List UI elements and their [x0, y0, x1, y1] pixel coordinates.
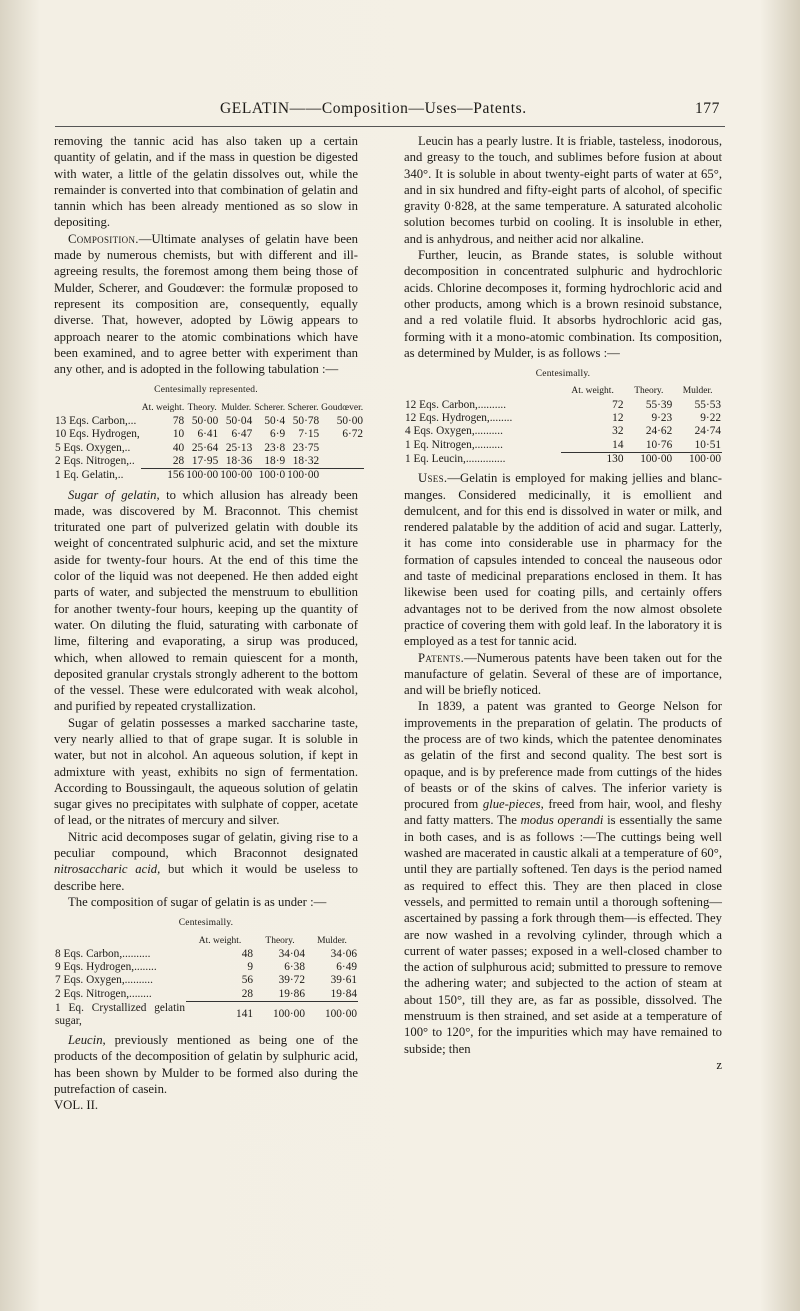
cell: 24·62	[645, 425, 673, 438]
row-label: 1 Eq. Gelatin,..	[55, 468, 124, 481]
table-row	[54, 988, 358, 1002]
paragraph: Leucin has a pearly lustre. It is friable, tasteless, inodorous, and greasy to the touch, and sublimes before fusion at about 340°. It is soluble in about twenty-eight parts of water at 65°, and in six hundred and fifty-eight parts of alcohol, of specific gravity 0·828, at the same temperature. A saturated alcoholic solution becomes turbid on cooling. It is insoluble in ether, and is anhydrous, and neither acid nor alkaline.	[404, 134, 722, 246]
paragraph: Sugar of gelatin possesses a marked saccharine taste, very nearly allied to that of grape sugar. It is soluble in water, but not in alcohol. An aqueous solution, if kept in admixture with yeast, exhibits no sign of fermentation. According to Boussingault, the aqueous solution of gelatin sugar gives no precipitates with sulphate of copper, acetate of lead, or the nitrates of mercury and silver.	[54, 715, 358, 828]
row-label: 7 Eqs. Oxygen,..........	[55, 974, 153, 987]
column-header: Scherer.	[287, 402, 319, 413]
cell: 50·00	[191, 415, 219, 428]
cell: 10·76	[645, 438, 673, 451]
table-caption: Centesimally.	[178, 918, 234, 929]
term: Leucin,	[68, 1033, 106, 1048]
table-row	[404, 425, 722, 438]
cell: 6·41	[197, 428, 219, 441]
cell: 55·53	[694, 398, 721, 411]
cell: 23·75	[292, 441, 320, 454]
column-header: Mulder.	[682, 386, 713, 397]
term: nitrosaccharic acid,	[54, 862, 161, 877]
table-header-row	[404, 385, 722, 398]
row-label: 1 Eq. Nitrogen,..........	[405, 438, 503, 451]
cell: 12	[612, 412, 624, 425]
cell: 18·32	[292, 454, 320, 467]
cell: 25·64	[191, 441, 219, 454]
cell: 50·4	[264, 415, 286, 428]
sugar-of-gelatin-table	[54, 935, 358, 1029]
term: modus operandi	[520, 813, 604, 828]
cell: 9·22	[700, 412, 721, 425]
cell: 50·04	[225, 415, 253, 428]
table-row	[54, 948, 358, 961]
term: glue-pieces,	[482, 797, 544, 812]
cell: 50·78	[292, 415, 320, 428]
table-total-row	[404, 452, 722, 466]
table-row	[54, 974, 358, 987]
column-header: Scherer.	[254, 402, 286, 413]
table-row	[54, 455, 364, 469]
cell: 50·00	[336, 415, 364, 428]
row-label: 5 Eqs. Oxygen,..	[55, 441, 131, 454]
table-caption: Centesimally.	[535, 369, 591, 380]
row-label: 13 Eqs. Carbon,...	[55, 415, 137, 428]
cell: 24·74	[694, 425, 721, 438]
row-label: 2 Eqs. Nitrogen,..	[55, 455, 135, 468]
right-column	[404, 133, 722, 1073]
section-head: Patents.	[418, 650, 465, 665]
cell: 6·49	[336, 961, 357, 974]
column-header: Goudœver.	[321, 402, 364, 413]
paragraph-text: Nitric acid decomposes sugar of gelatin, giving rise to a peculiar compound, which Braconnot designated	[54, 829, 358, 861]
cell	[320, 469, 364, 483]
cell: 9·23	[651, 412, 673, 425]
cell: 100·00	[287, 469, 320, 482]
paragraph-text: —Gelatin is employed for making jellies and blanc-manges. Considered medicinally, it is emollient and demulcent, and for this end is dissolved in water or milk, and rendered palatable by the addition of acid and sugar. Latterly, it has come into considerable use in pharmacy for the formation of capsules intended to conceal the nauseous odor and taste of medicinal preparations enclosed in them. It has likewise been used for coating pills, and certainly offers advantages not to be derived from the now almost obsolete practice of covering them with gold leaf. In the laboratory it is employed as a test for tannic acid.	[404, 471, 722, 649]
row-label: 9 Eqs. Hydrogen,........	[55, 961, 157, 974]
paragraph-text: but which it would be useless to describe here.	[54, 862, 359, 893]
paragraph-sugar-of-gelatin	[54, 487, 358, 715]
cell: 10·51	[694, 438, 721, 451]
paragraph-text: is essentially the same in both cases, and is as follows :—The cuttings being well washed are macerated in caustic alkali at a temperature of 60°, until they are partially softened. Ten days is the period named as required to effect this. They are then placed in close vessels, and permitted to remain until a thorough softening—ascertained by passing a fork through them—is effected. They are now washed in a revolving cylinder, through which a current of water passes; exposed in a well-closed chamber to the action of sulphurous acid; submitted to pressure to remove the adhering water; and subjected to the action of steam at about 150°, till they are, as far as possible, dissolved. The menstruum is then strained, and set aside at a temperature of 100° to 120°, for the impurities which may have remained to subside; then	[404, 813, 722, 1056]
cell: 40	[172, 441, 185, 454]
cell: 100·00	[673, 452, 722, 466]
table-row	[54, 442, 364, 455]
paragraph-uses	[404, 470, 722, 649]
table-total-row	[54, 469, 364, 483]
column-header: Theory.	[634, 386, 664, 397]
table-row	[54, 961, 358, 974]
cell: 7·15	[298, 428, 320, 441]
cell: 23·8	[264, 441, 286, 454]
cell: 141	[186, 1002, 254, 1029]
table-header-row	[54, 935, 358, 948]
column-header: Theory.	[187, 402, 217, 413]
leucin-composition-table	[404, 385, 722, 466]
cell: 6·9	[270, 428, 286, 441]
row-label: 8 Eqs. Carbon,..........	[55, 947, 151, 960]
cell: 100·00	[306, 1002, 358, 1029]
cell: 100·00	[220, 469, 253, 482]
paragraph-text: In 1839, a patent was granted to George Nelson for improvements in the preparation of gelatin. The products of the process are of two kinds, which the patentee denominates as gelatin of the first and second quality. The best sort is opaque, and is by preference made from cuttings of the hides of beasts or of the skins of calves. The inferior variety is procured from	[404, 699, 722, 812]
paragraph-text: previously mentioned as being one of the products of the decomposition of gelatin by sulphuric acid, has been shown by Mulder to be formed also during the putrefaction of casein.	[54, 1033, 358, 1097]
header-rule	[55, 126, 725, 127]
term: Sugar of gelatin,	[68, 487, 160, 502]
cell: 18·36	[225, 454, 253, 467]
column-header: Mulder.	[221, 402, 252, 413]
paragraph: Further, leucin, as Brande states, is soluble without decomposition in concentrated sulphuric and hydrochloric acids. Chlorine decomposes it, forming hydrochloric acid and other products, among which is a brown resinoid substance, and a red volatile fluid. It absorbs hydrochloric acid gas, forming with it a mono-atomic combination. Its composition, as determined by Mulder, is as follows :—	[404, 248, 722, 360]
column-header: Mulder.	[317, 935, 347, 946]
row-label: 1 Eq. Leucin,..............	[405, 452, 506, 465]
cell: 19·86	[278, 987, 305, 1000]
cell: 78	[172, 415, 185, 428]
cell	[320, 442, 364, 455]
cell: 32	[612, 425, 624, 438]
column-header: At. weight.	[198, 935, 242, 946]
section-head: Uses.	[418, 471, 448, 486]
cell: 10	[172, 428, 185, 441]
cell: 156	[141, 469, 185, 483]
cell: 9	[247, 961, 253, 974]
table-row	[404, 439, 722, 453]
paragraph-text: to which allusion has already been made, was discovered by M. Braconnot. This chemist triturated one part of pulverized gelatin with double its weight of concentrated sulphuric acid, and set the mixture aside for twenty-four hours. At the end of this time the color of the liquid was not deepened. He then added eight parts of water, and subjected the menstruum to ebullition for another twenty-four hours, keeping up the quantity of water. On diluting the fluid, saturating with carbonate of lime, filtering and evaporating, a sirup was produced, which, when allowed to remain quiescent for a month, deposited granular crystals strongly adherent to the bottom of the vessel. These were edulcorated with weak alcohol, and purified by repeated crystallization.	[54, 487, 359, 714]
signature-mark: z	[716, 1057, 722, 1072]
column-header: At. weight.	[141, 402, 185, 413]
column-header: Theory.	[265, 935, 295, 946]
cell: 100·0	[253, 469, 286, 483]
cell	[320, 455, 364, 469]
paragraph-composition	[54, 231, 358, 378]
cell: 72	[612, 398, 624, 411]
cell: 6·72	[342, 428, 364, 441]
paragraph: removing the tannic acid has also taken up a certain quantity of gelatin, and if the mass in question be digested with water, a little of the gelatin dissolves out, while the remainder is converted into that combination of gelatin and tannin which has been already mentioned as so slow in depositing.	[54, 134, 358, 230]
gelatin-composition-table	[54, 402, 364, 483]
cell: 18·9	[264, 454, 286, 467]
cell: 34·04	[278, 947, 305, 960]
cell: 100·00	[624, 452, 673, 466]
row-label: 1 Eq. Crystallized gelatin sugar,	[55, 1001, 185, 1027]
cell: 39·61	[330, 974, 357, 987]
paragraph: The composition of sugar of gelatin is as under :—	[68, 894, 327, 909]
table-caption: Centesimally represented.	[154, 385, 258, 396]
cell: 14	[612, 438, 624, 451]
cell: 48	[241, 947, 253, 960]
cell: 100·00	[186, 469, 219, 482]
row-label: 12 Eqs. Carbon,..........	[405, 398, 507, 411]
paragraph-patents	[404, 650, 722, 699]
cell: 34·06	[330, 947, 357, 960]
volume-signature: VOL. II.	[54, 1098, 99, 1113]
cell: 100·00	[254, 1002, 306, 1029]
row-label: 10 Eqs. Hydrogen,	[55, 428, 140, 441]
section-head: Composition.	[68, 231, 139, 246]
cell: 19·84	[330, 987, 357, 1000]
table-row	[404, 412, 722, 425]
cell: 39·72	[278, 974, 305, 987]
cell: 28	[172, 454, 185, 467]
cell: 25·13	[225, 441, 253, 454]
paragraph-nitric-acid	[54, 829, 358, 894]
cell: 56	[241, 974, 253, 987]
paragraph-leucin	[54, 1032, 358, 1097]
row-label: 4 Eqs. Oxygen,..........	[405, 425, 503, 438]
table-total-row	[54, 1002, 358, 1029]
cell: 6·47	[231, 428, 253, 441]
paragraph-nelson-patent	[404, 698, 722, 1057]
running-title: GELATIN——Composition—Uses—Patents.	[220, 100, 527, 117]
column-header: At. weight.	[571, 386, 614, 397]
cell: 28	[241, 987, 253, 1000]
cell: 6·38	[284, 961, 305, 974]
table-row	[54, 428, 364, 441]
table-header-row	[54, 402, 364, 415]
table-row	[54, 415, 364, 428]
cell: 17·95	[191, 454, 219, 467]
cell: 55·39	[645, 398, 673, 411]
paragraph-text: —Ultimate analyses of gelatin have been made by numerous chemists, but with different and ill-agreeing results, the foremost among them being those of Mulder, Scherer, and Goudœver: the formulæ proposed to represent its composition are, consequently, equally diverse. That, however, adopted by Löwig appears to approach nearer to the atomic combinations which have been examined, and to agree better with experiment than any other, and is adopted in the following tabulation :—	[54, 231, 358, 377]
page-number: 177	[694, 100, 720, 117]
paragraph-text: —Numerous patents have been taken out for the manufacture of gelatin. Several of these are of importance, and will be briefly noticed.	[404, 650, 722, 698]
running-header	[220, 100, 720, 124]
left-column	[54, 133, 364, 1114]
row-label: 12 Eqs. Hydrogen,........	[405, 412, 513, 425]
paragraph-text: freed from hair, wool, and fleshy and fatty matters. The	[404, 797, 722, 828]
cell: 130	[561, 452, 625, 466]
table-row	[404, 399, 722, 412]
row-label: 2 Eqs. Nitrogen,........	[55, 987, 152, 1000]
